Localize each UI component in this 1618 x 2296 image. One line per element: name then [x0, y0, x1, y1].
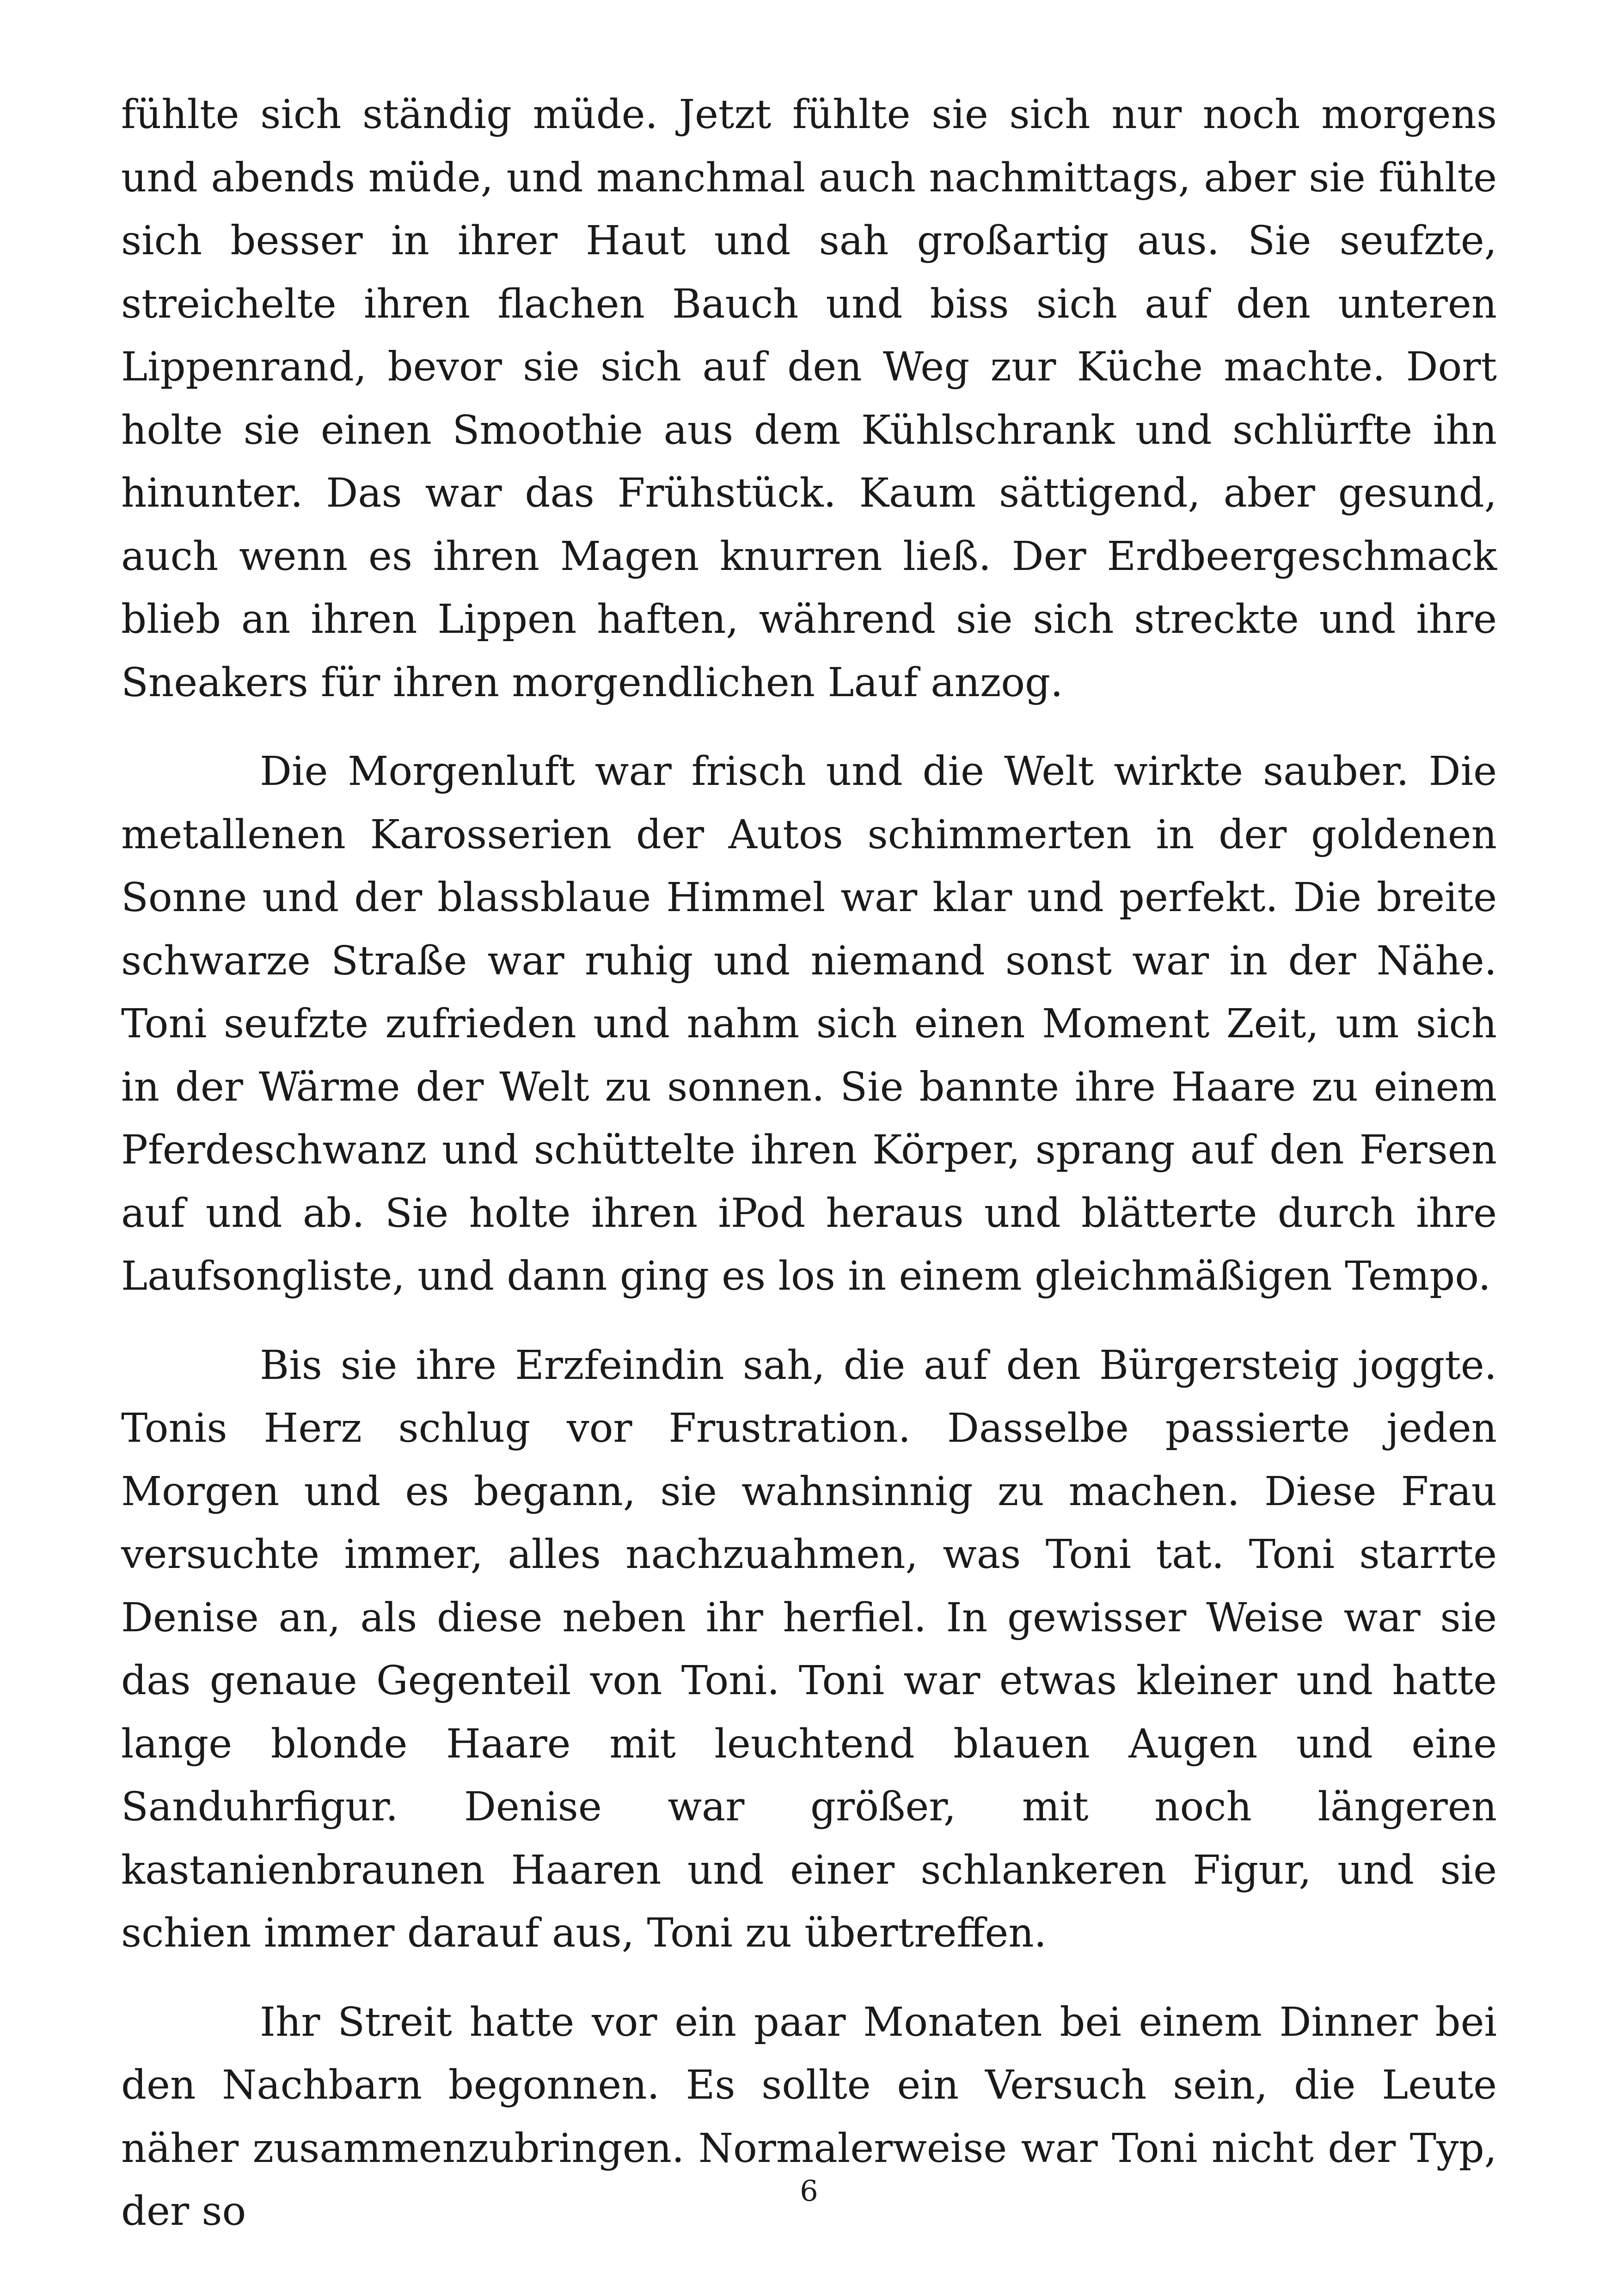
paragraph-2: Die Morgenluft war frisch und die Welt wirkte sauber. Die metallenen Karosserien der Autos schimmerten in der goldenen Sonne und der blassblaue Himmel war klar und perfekt. Die breite schwarze Straße war ruhig und niemand sonst war in der Nähe. Toni seufzte zufrieden und nahm sich einen Moment Zeit, um sich in der Wärme der Welt zu sonnen. Sie bannte ihre Haare zu einem Pferdeschwanz und schüttelte ihren Körper, sprang auf den Fersen auf und ab. Sie holte ihren iPod heraus und blätterte durch ihre Laufsongliste, und dann ging es los in einem gleichmäßigen Tempo.	[121, 748, 1497, 1299]
page-body	[121, 83, 1497, 2269]
paragraph-3: Bis sie ihre Erzfeindin sah, die auf den Bürgersteig joggte. Tonis Herz schlug vor Frustration. Dasselbe passierte jeden Morgen und es begann, sie wahnsinnig zu machen. Diese Frau versuchte immer, alles nachzuahmen, was Toni tat. Toni starrte Denise an, als diese neben ihr herfiel. In gewisser Weise war sie das genaue Gegenteil von Toni. Toni war etwas kleiner und hatte lange blonde Haare mit leuchtend blauen Augen und eine Sanduhrfigur. Denise war größer, mit noch längeren kastanienbraunen Haaren und einer schlankeren Figur, und sie schien immer darauf aus, Toni zu übertreffen.	[121, 1342, 1497, 1956]
paragraph-1: fühlte sich ständig müde. Jetzt fühlte sie sich nur noch morgens und abends müde, und manchmal auch nachmittags, aber sie fühlte sich besser in ihrer Haut und sah großartig aus. Sie seufzte, streichelte ihren flachen Bauch und biss sich auf den unteren Lippenrand, bevor sie sich auf den Weg zur Küche machte. Dort holte sie einen Smoothie aus dem Kühlschrank und schlürfte ihn hinunter. Das war das Frühstück. Kaum sättigend, aber gesund, auch wenn es ihren Magen knurren ließ. Der Erdbeergeschmack blieb an ihren Lippen haften, während sie sich streckte und ihre Sneakers für ihren morgendlichen Lauf anzog.	[121, 92, 1497, 706]
page-number: 6	[800, 2174, 818, 2208]
paragraph-4: Ihr Streit hatte vor ein paar Monaten bei einem Dinner bei den Nachbarn begonnen. Es sollte ein Versuch sein, die Leute näher zusammenzubringen. Normalerweise war Toni nicht der Typ, der so	[121, 1999, 1497, 2235]
